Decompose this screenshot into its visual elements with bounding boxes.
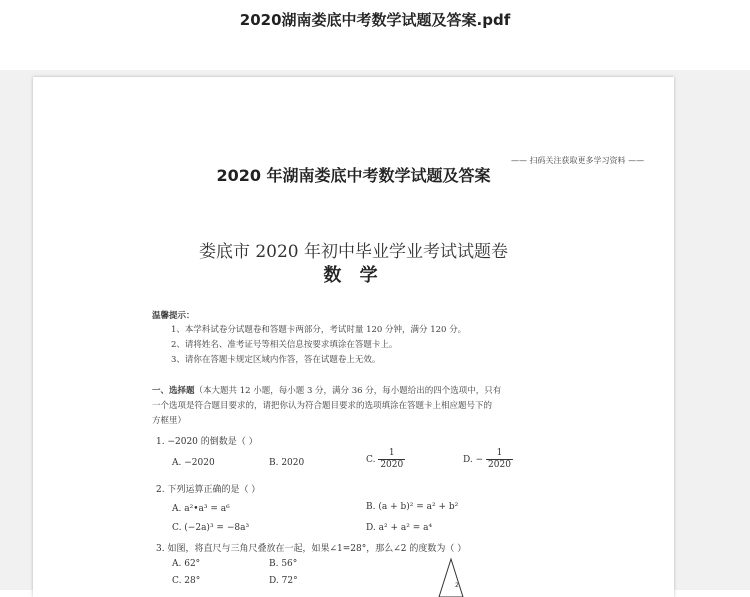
document-title: 2020 年湖南娄底中考数学试题及答案 (216, 166, 491, 185)
question-2-option-a: A. a²•a³ = a⁶ (172, 504, 230, 514)
question-1-stem: 1. −2020 的倒数是（ ） (156, 437, 258, 447)
question-3-option-d: D. 72° (269, 576, 298, 586)
question-1-option-a: A. −2020 (172, 458, 215, 468)
ruler-triangle-figure (433, 557, 493, 597)
document-viewer[interactable] (0, 70, 750, 590)
question-1-option-c: C. $\frac{1}{2020}$ (366, 448, 404, 470)
tips-heading: 温馨提示： (152, 311, 195, 321)
question-1-option-d: D. − $\frac{1}{2020}$ (463, 448, 511, 470)
subject-title: 数 学 (323, 265, 384, 286)
section-1-line-3: 方框里） (152, 416, 187, 426)
question-3-stem: 3. 如图，将直尺与三角尺叠放在一起，如果∠1=28°，那么∠2 的度数为（ ） (156, 544, 467, 554)
file-name: 2020湖南娄底中考数学试题及答案.pdf (239, 11, 511, 29)
tip-item: 1、本学科试卷分试题卷和答题卡两部分，考试时量 120 分钟，满分 120 分。 (171, 325, 467, 335)
section-1-heading: 一、选择题 (152, 386, 195, 396)
question-2-option-c: C. (−2a)³ = −8a³ (172, 523, 250, 533)
question-3-option-c: C. 28° (172, 576, 201, 586)
section-1-line-1: （本大题共 12 小题，每小题 3 分，满分 36 分，每小题给出的四个选项中，只有 (194, 386, 502, 396)
question-3-option-a: A. 62° (172, 559, 201, 569)
tip-item: 2、请将姓名、准考证号等相关信息按要求填涂在答题卡上。 (171, 340, 398, 350)
figure-angle-label: 2 (455, 582, 459, 589)
question-1-option-b: B. 2020 (269, 458, 305, 468)
section-1-line-2: 一个选项是符合题目要求的，请把你认为符合题目要求的选项填涂在答题卡上相应题号下的 (152, 401, 493, 411)
question-2-stem: 2. 下列运算正确的是（ ） (156, 485, 261, 495)
question-2-option-d: D. a² + a² = a⁴ (366, 523, 433, 533)
pdf-page (33, 77, 674, 597)
question-2-option-b: B. (a + b)² = a² + b² (366, 502, 459, 512)
section-1-intro (152, 384, 501, 396)
watermark-text: —— 扫码关注获取更多学习资料 —— (511, 156, 645, 165)
tip-item: 3、请你在答题卡规定区域内作答，答在试题卷上无效。 (171, 355, 381, 365)
question-3-option-b: B. 56° (269, 559, 298, 569)
exam-title: 娄底市 2020 年初中毕业学业考试试题卷 (198, 242, 509, 262)
viewer-header (0, 0, 750, 70)
